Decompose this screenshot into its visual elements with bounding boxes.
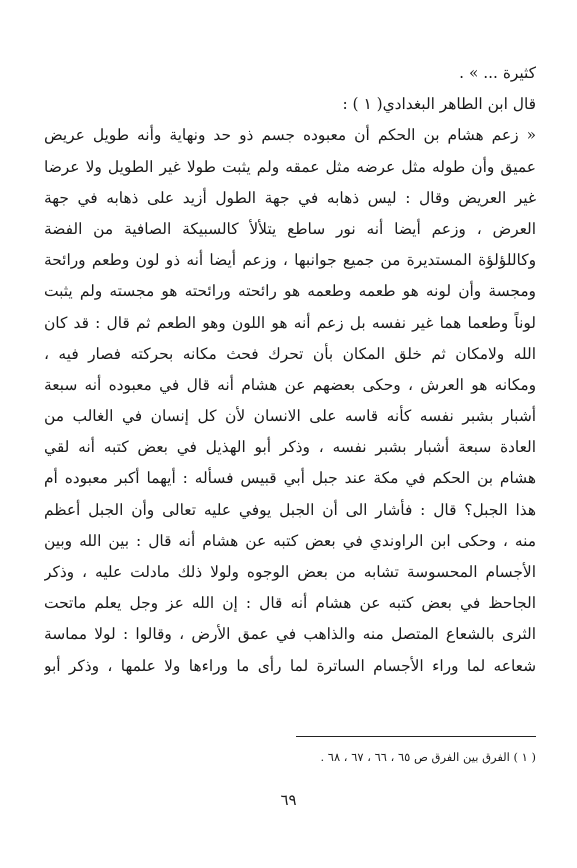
text-line: ومجسة وأن لونه هو طعمه وطعمه هو رائحته ورائحته هو مجسته ولم يثبت xyxy=(44,282,536,301)
page-number: ٦٩ xyxy=(280,791,297,809)
text-line: هذا الجبل؟ قال : فأشار الى أن الجبل يوفي عليه تعالى وأن الجبل أعظم xyxy=(44,500,536,519)
text-line: الجاحظ في بعض كتبه عن هشام أنه قال : إن الله عز وجل يعلم ماتحت xyxy=(44,594,536,613)
text-line: ومكانه هو العرش ، وحكى بعضهم عن هشام أنه قال في معبوده أنه سبعة xyxy=(44,375,536,394)
text-line: أشبار بشبر نفسه كأنه قاسه على الانسان لأن كل إنسان في الغالب من xyxy=(44,407,536,426)
body-text xyxy=(44,58,536,682)
text-line: شعاعه لما وراء الأجسام الساترة لما رأى ما وراءها ولا علمها ، وذكر أبو xyxy=(44,656,536,675)
text-line: كثيرة ... » . xyxy=(459,64,536,82)
text-line: قال ابن الطاهر البغدادي( ١ ) : xyxy=(342,95,536,114)
text-line: لوناً وطعما هما غير نفسه بل زعم أنه هو اللون وهو الطعم ثم قال : قد كان xyxy=(44,313,536,332)
text-line: العادة سبعة أشبار بشبر نفسه ، وذكر أبو الهذيل في بعض كتبه أنه لقي xyxy=(44,438,536,457)
text-line: العرض ، وزعم أيضا أنه نور ساطع يتلألأ كالسبيكة الصافية من الفضة xyxy=(44,219,536,238)
footnote: ( ١ ) الفرق بين الفرق ص ٦٥ ، ٦٦ ، ٦٧ ، ٦٨ . xyxy=(320,750,536,764)
text-line: الله ولامكان ثم خلق المكان بأن تحرك فحث مكانه بحركته فصار فيه ، xyxy=(44,344,536,363)
text-line: عميق وأن طوله مثل عرضه مثل عمقه ولم يثبت طولا غير الطويل ولا عرضا xyxy=(44,157,536,176)
footnote-divider xyxy=(296,736,536,737)
text-line: غير العريض وقال : ليس ذهابه في جهة الطول أزيد على ذهابه في جهة xyxy=(44,188,536,207)
text-line: هشام بن الحكم في مكة عند جبل أبي قبيس فسأله : أيهما أكبر معبوده أم xyxy=(44,469,536,488)
text-line: منه ، وحكى ابن الراوندي في بعض كتبه عن هشام أنه قال : بين الله وبين xyxy=(44,531,536,550)
text-line: الثرى بالشعاع المتصل منه والذاهب في عمق الأرض ، وقالوا : لولا مماسة xyxy=(44,625,536,644)
text-line: الأجسام المحسوسة تشابه من بعض الوجوه ولولا ذلك مادلت عليه ، وذكر xyxy=(44,563,536,581)
text-line: « زعم هشام بن الحكم أن معبوده جسم ذو حد ونهاية وأنه طويل عريض xyxy=(44,126,536,145)
text-line: وكاللؤلؤة المستديرة من جميع جوانبها ، وزعم أيضا أنه ذو لون وطعم ورائحة xyxy=(44,251,536,270)
